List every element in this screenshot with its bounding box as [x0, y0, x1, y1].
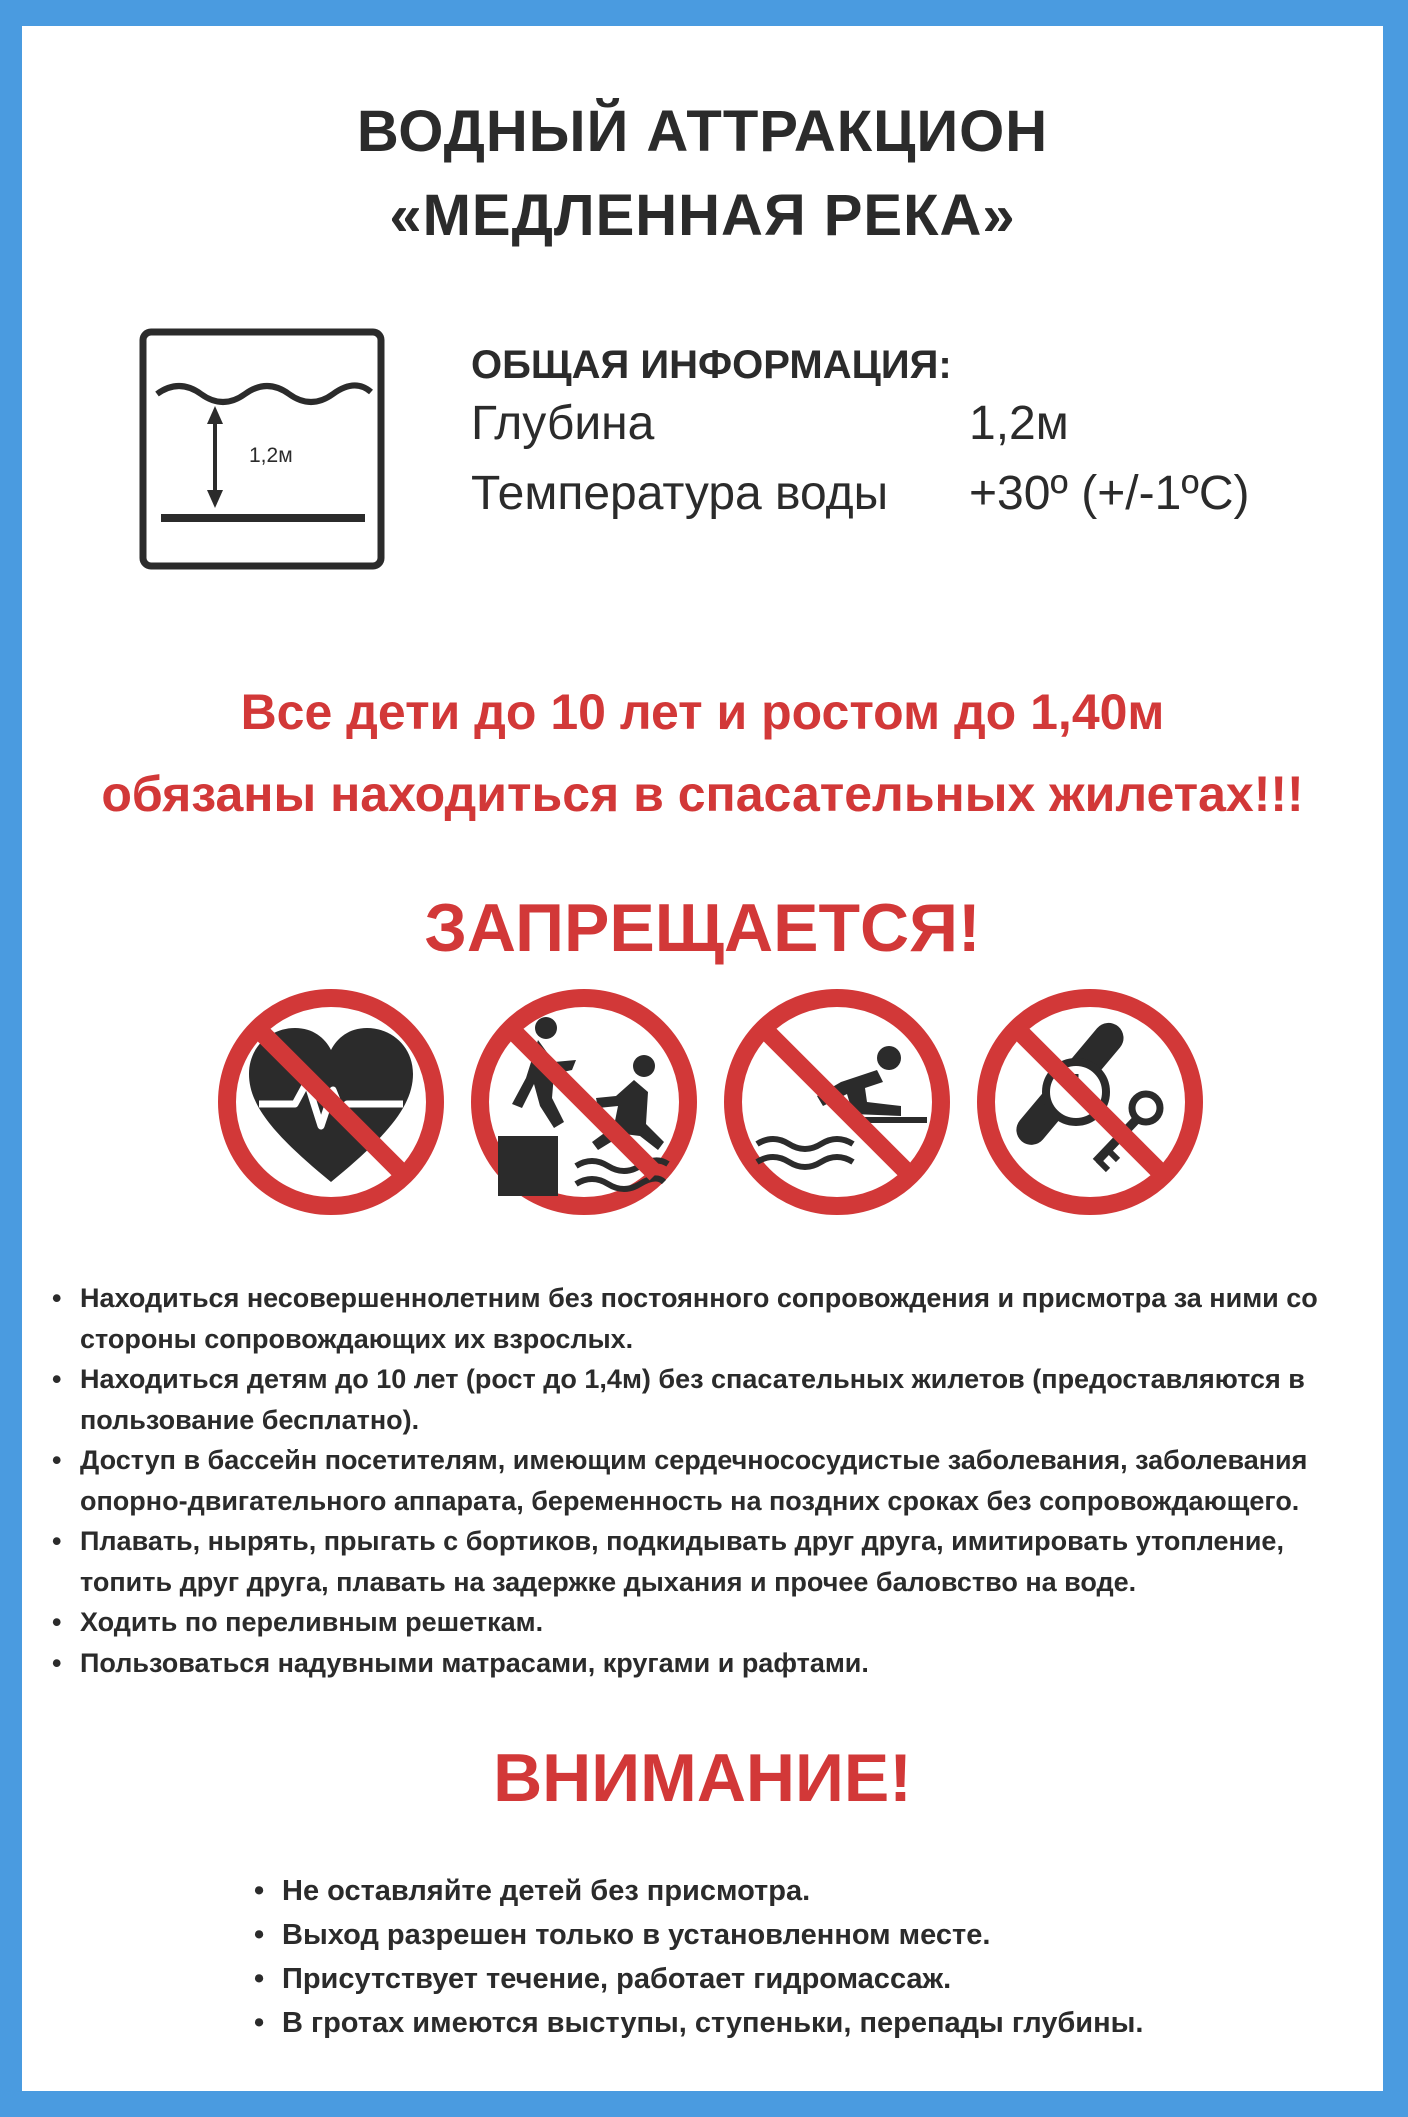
info-key: Глубина — [471, 397, 655, 450]
depth-label: 1,2м — [249, 444, 293, 467]
title-line-2: «МЕДЛЕННАЯ РЕКА» — [389, 183, 1016, 248]
no-valuables-icon — [974, 986, 1206, 1218]
forbidden-heading: ЗАПРЕЩАЕТСЯ! — [424, 890, 981, 966]
list-item: • Находиться детям до 10 лет (рост до 1,4м) без спасательных жилетов (предоставляются в пользование бесплатно). — [50, 1359, 1380, 1440]
list-item: • В гротах имеются выступы, ступеньки, перепады глубины. — [252, 2001, 1252, 2045]
no-pushing-icon — [468, 986, 700, 1218]
info-value: 1,2м — [969, 397, 1069, 450]
info-key: Температура воды — [471, 467, 889, 520]
list-item: • Пользоваться надувными матрасами, кругами и рафтами. — [50, 1643, 1380, 1684]
warning-line-1: Все дети до 10 лет и ростом до 1,40м — [240, 684, 1165, 740]
poster-title — [22, 90, 1383, 258]
forbidden-list — [50, 1278, 1380, 1683]
prohibition-signs — [212, 986, 1222, 1226]
general-info — [471, 341, 1291, 529]
title-line-1: ВОДНЫЙ АТТРАКЦИОН — [356, 99, 1049, 164]
info-value: +30º (+/-1ºС) — [969, 467, 1250, 520]
life-vest-warning — [22, 671, 1383, 835]
attention-heading: ВНИМАНИЕ! — [493, 1740, 912, 1816]
water-depth-icon — [139, 328, 385, 570]
info-row-temperature — [471, 459, 1291, 529]
list-item: • Ходить по переливным решеткам. — [50, 1602, 1380, 1643]
attention-list — [252, 1869, 1252, 2045]
list-item: • Выход разрешен только в установленном месте. — [252, 1913, 1252, 1957]
info-row-depth — [471, 389, 1291, 459]
list-item: • Присутствует течение, работает гидромассаж. — [252, 1957, 1252, 2001]
list-item: • Находиться несовершеннолетним без постоянного сопровождения и присмотра за ними со стороны сопровождающих их взрослых. — [50, 1278, 1380, 1359]
no-heart-condition-icon — [215, 986, 447, 1218]
poster — [22, 26, 1383, 2091]
no-diving-icon — [721, 986, 953, 1218]
info-heading: ОБЩАЯ ИНФОРМАЦИЯ: — [471, 343, 952, 387]
list-item: • Плавать, нырять, прыгать с бортиков, подкидывать друг друга, имитировать утопление, топить друг друга, плавать на задержке дыхания и прочее баловство на воде. — [50, 1521, 1380, 1602]
list-item: • Доступ в бассейн посетителям, имеющим сердечнососудистые заболевания, заболевания опорно-двигательного аппарата, беременность на поздних сроках без сопровождающего. — [50, 1440, 1380, 1521]
list-item: • Не оставляйте детей без присмотра. — [252, 1869, 1252, 1913]
warning-line-2: обязаны находиться в спасательных жилетах!!! — [101, 766, 1304, 822]
